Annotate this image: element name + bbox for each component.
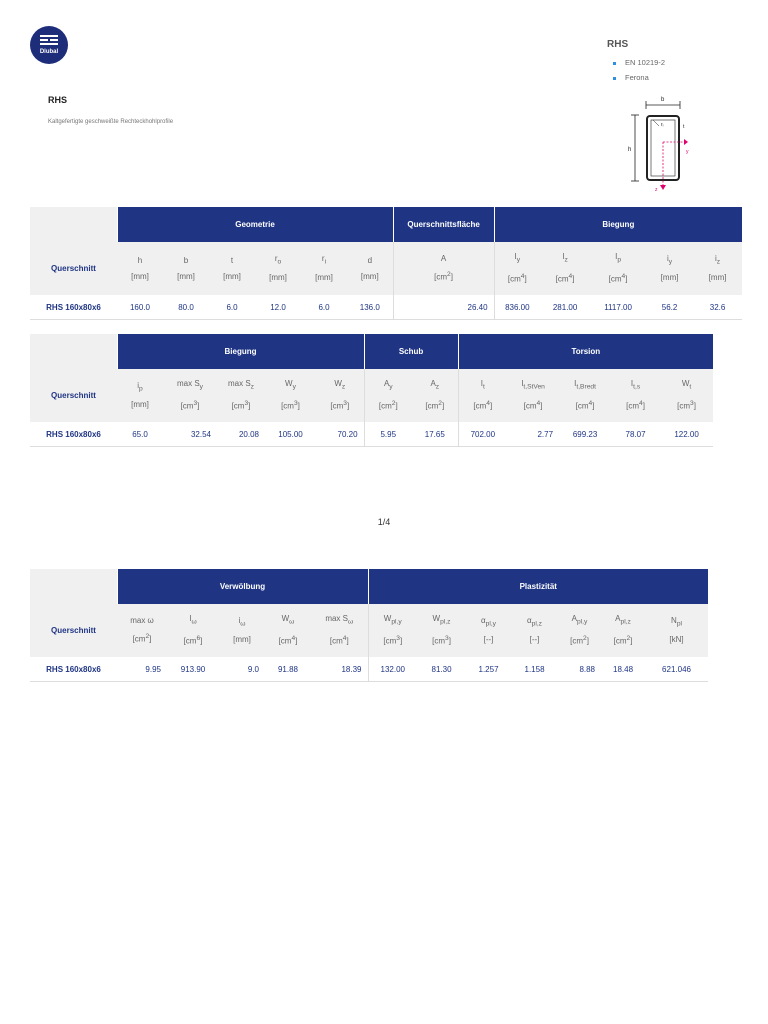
sketch-label-ri: rᵢ — [661, 122, 664, 128]
sketch-label-z: z — [655, 187, 658, 193]
table-warping-plasticity — [30, 569, 708, 682]
table-cell: 32.6 — [693, 295, 742, 320]
table-cell: 1117.00 — [590, 295, 646, 320]
column-header: $i_y$ [mm] — [646, 242, 693, 295]
column-header: $i_p$ [mm] — [117, 369, 163, 422]
standard-label: EN 10219-2 — [625, 58, 666, 67]
column-header: $I_{t,StVen}$ $[cm^4]$ — [507, 369, 559, 422]
group-header: Querschnittsfläche — [393, 207, 494, 242]
side-title: RHS — [607, 39, 629, 50]
table-cell: 70.20 — [316, 422, 364, 447]
column-header: $N_{pl}$ [kN] — [645, 604, 708, 657]
row-label-header: Querschnitt — [30, 369, 117, 422]
group-header: Schub — [364, 334, 458, 369]
table-cell: 91.88 — [265, 657, 311, 682]
column-header: h [mm] — [117, 242, 163, 295]
row-label: RHS 160x80x6 — [30, 657, 117, 682]
group-header: Biegung — [494, 207, 742, 242]
page-title: RHS — [48, 95, 68, 105]
column-header: A $[cm^2]$ — [393, 242, 494, 295]
column-header: $I_z$ $[cm^4]$ — [540, 242, 590, 295]
bullet-icon — [613, 77, 616, 80]
table-geometry — [30, 207, 742, 320]
column-header: $W_{pl,z}$ $[cm^3]$ — [417, 604, 466, 657]
column-header: $A_{pl,y}$ $[cm^2]$ — [558, 604, 601, 657]
group-header: Biegung — [117, 334, 364, 369]
column-header: $W_t$ $[cm^3]$ — [660, 369, 713, 422]
table-cell: 9.0 — [219, 657, 265, 682]
table-cell: 160.0 — [117, 295, 163, 320]
table-cell: 65.0 — [117, 422, 163, 447]
table-cell: 621.046 — [645, 657, 708, 682]
table-cell: 136.0 — [347, 295, 393, 320]
table-cell: 105.00 — [265, 422, 316, 447]
table-cell: 80.0 — [163, 295, 209, 320]
group-header: Plastizität — [368, 569, 708, 604]
column-header: $I_y$ $[cm^4]$ — [494, 242, 540, 295]
column-header: $I_{t,s}$ $[cm^4]$ — [611, 369, 660, 422]
row-label: RHS 160x80x6 — [30, 295, 117, 320]
group-header: Geometrie — [117, 207, 393, 242]
column-header: $I_p$ $[cm^4]$ — [590, 242, 646, 295]
table-row — [30, 657, 708, 682]
standards-list — [613, 58, 665, 88]
table-row — [30, 422, 713, 447]
table-row — [30, 295, 742, 320]
column-header: $\max S_\omega$ $[cm^4]$ — [311, 604, 368, 657]
column-header: t [mm] — [209, 242, 255, 295]
cross-section-sketch — [626, 95, 696, 195]
page-number: 1/4 — [377, 517, 391, 527]
column-header: $A_{pl,z}$ $[cm^2]$ — [601, 604, 645, 657]
table-cell: 6.0 — [209, 295, 255, 320]
column-header: $A_y$ $[cm^2]$ — [364, 369, 412, 422]
column-header: $\max S_y$ $[cm^3]$ — [163, 369, 217, 422]
table-cell: 281.00 — [540, 295, 590, 320]
group-header: Verwölbung — [117, 569, 368, 604]
row-label: RHS 160x80x6 — [30, 422, 117, 447]
table-cell: 12.0 — [255, 295, 301, 320]
table-cell: 32.54 — [163, 422, 217, 447]
column-header: $W_\omega$ $[cm^4]$ — [265, 604, 311, 657]
dlubal-logo — [30, 26, 68, 64]
manufacturer-label: Ferona — [625, 73, 649, 82]
table-corner — [30, 207, 117, 242]
table-corner — [30, 334, 117, 369]
group-header: Torsion — [458, 334, 713, 369]
column-header: $I_t$ $[cm^4]$ — [458, 369, 507, 422]
table-cell: 26.40 — [393, 295, 494, 320]
column-header: $\alpha_{pl,z}$ [--] — [511, 604, 558, 657]
sketch-label-t: t — [683, 124, 685, 130]
column-header: d [mm] — [347, 242, 393, 295]
logo-icon — [30, 26, 68, 64]
column-header: b [mm] — [163, 242, 209, 295]
table-bending-torsion — [30, 334, 713, 447]
table-cell: 17.65 — [412, 422, 458, 447]
column-header: max ω $[cm^2]$ — [117, 604, 167, 657]
table-cell: 8.88 — [558, 657, 601, 682]
table-cell: 913.90 — [167, 657, 219, 682]
column-header: $I_\omega$ $[cm^6]$ — [167, 604, 219, 657]
bullet-icon — [613, 62, 616, 65]
column-header: $W_y$ $[cm^3]$ — [265, 369, 316, 422]
column-header: $r_i$ [mm] — [301, 242, 347, 295]
table-corner — [30, 569, 117, 604]
table-cell: 1.257 — [466, 657, 511, 682]
column-header: $\max S_z$ $[cm^3]$ — [217, 369, 265, 422]
sketch-label-y: y — [686, 149, 689, 155]
table-cell: 20.08 — [217, 422, 265, 447]
page-subtitle: Kaltgefertigte geschweißte Rechteckhohlprofile — [48, 119, 174, 125]
column-header: $i_\omega$ [mm] — [219, 604, 265, 657]
table-cell: 122.00 — [660, 422, 713, 447]
table-cell: 702.00 — [458, 422, 507, 447]
table-cell: 5.95 — [364, 422, 412, 447]
logo-text: Dlubal — [39, 49, 59, 55]
table-cell: 132.00 — [368, 657, 417, 682]
table-cell: 6.0 — [301, 295, 347, 320]
column-header: $W_{pl,y}$ $[cm^3]$ — [368, 604, 417, 657]
table-cell: 78.07 — [611, 422, 660, 447]
table-cell: 2.77 — [507, 422, 559, 447]
table-cell: 18.39 — [311, 657, 368, 682]
column-header: $W_z$ $[cm^3]$ — [316, 369, 364, 422]
column-header: $r_o$ [mm] — [255, 242, 301, 295]
table-cell: 1.158 — [511, 657, 558, 682]
standards-list-item — [613, 73, 665, 88]
table-cell: 836.00 — [494, 295, 540, 320]
table-cell: 18.48 — [601, 657, 645, 682]
column-header: $A_z$ $[cm^2]$ — [412, 369, 458, 422]
standards-list-item — [613, 58, 665, 73]
column-header: $I_{t,Bredt}$ $[cm^4]$ — [559, 369, 611, 422]
sketch-label-b: b — [661, 97, 665, 103]
row-label-header: Querschnitt — [30, 604, 117, 657]
table-cell: 699.23 — [559, 422, 611, 447]
sketch-label-h: h — [628, 147, 632, 153]
table-cell: 81.30 — [417, 657, 466, 682]
column-header: $\alpha_{pl,y}$ [--] — [466, 604, 511, 657]
row-label-header: Querschnitt — [30, 242, 117, 295]
table-cell: 9.95 — [117, 657, 167, 682]
column-header: $i_z$ [mm] — [693, 242, 742, 295]
table-cell: 56.2 — [646, 295, 693, 320]
